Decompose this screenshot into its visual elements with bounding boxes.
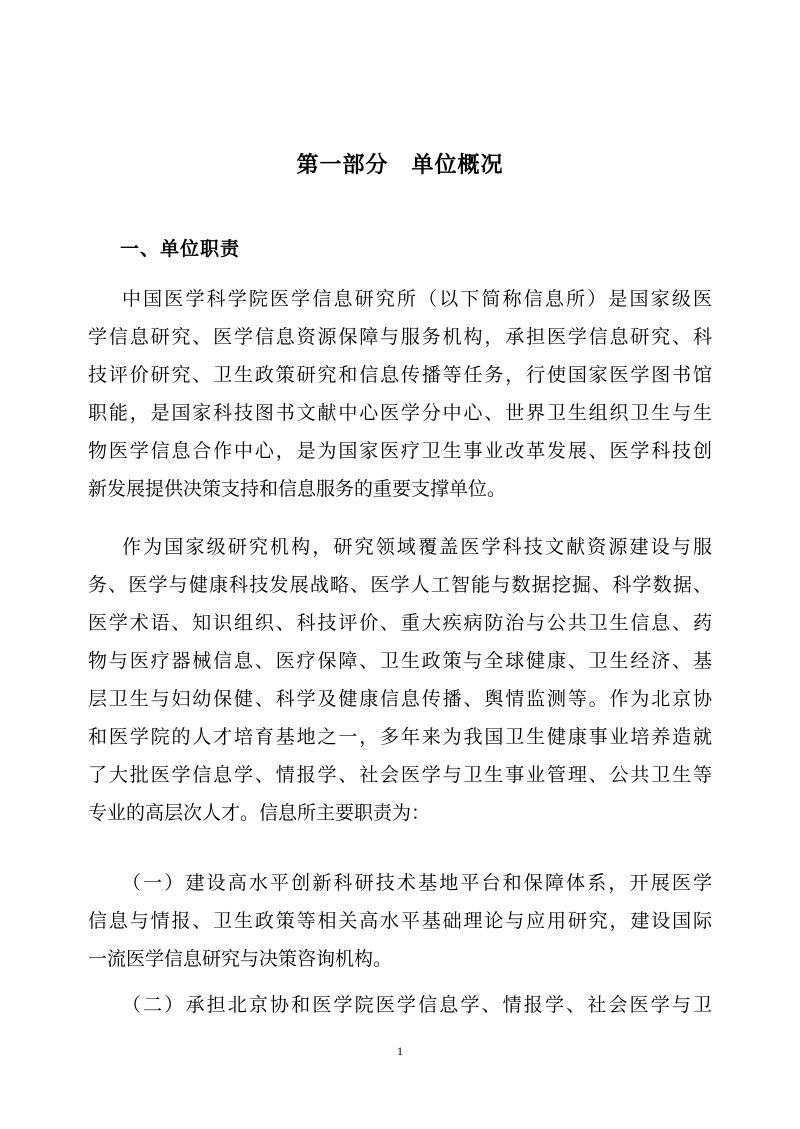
paragraph-4 xyxy=(88,986,712,1024)
paragraph-1 xyxy=(88,280,712,508)
page-number: 1 xyxy=(397,1044,403,1058)
text-line: 物与医疗器械信息、医疗保障、卫生政策与全球健康、卫生经济、基 xyxy=(88,650,712,672)
text-line: 新发展提供决策支持和信息服务的重要支撑单位。 xyxy=(88,478,507,500)
text-line: 物医学信息合作中心，是为国家医疗卫生事业改革发展、医学科技创 xyxy=(88,440,712,462)
text-line: 中国医学科学院医学信息研究所（以下简称信息所）是国家级医 xyxy=(122,288,712,310)
text-line: 务、医学与健康科技发展战略、医学人工智能与数据挖掘、科学数据、 xyxy=(88,574,712,596)
paragraph-3 xyxy=(88,864,712,978)
paragraph-2 xyxy=(88,528,712,832)
text-line: 一流医学信息研究与决策咨询机构。 xyxy=(88,948,393,970)
text-line: 和医学院的人才培育基地之一，多年来为我国卫生健康事业培养造就 xyxy=(88,726,712,748)
text-line: 学信息研究、医学信息资源保障与服务机构，承担医学信息研究、科 xyxy=(88,326,712,348)
text-line: （一）建设高水平创新科研技术基地平台和保障体系，开展医学 xyxy=(122,872,712,894)
text-line: 层卫生与妇幼保健、科学及健康信息传播、舆情监测等。作为北京协 xyxy=(88,688,712,710)
text-line: （二）承担北京协和医学院医学信息学、情报学、社会医学与卫 xyxy=(122,994,712,1016)
text-line: 了大批医学信息学、情报学、社会医学与卫生事业管理、公共卫生等 xyxy=(88,764,712,786)
text-line: 职能，是国家科技图书文献中心医学分中心、世界卫生组织卫生与生 xyxy=(88,402,712,424)
text-line: 专业的高层次人才。信息所主要职责为： xyxy=(88,802,431,824)
text-line: 医学术语、知识组织、科技评价、重大疾病防治与公共卫生信息、药 xyxy=(88,612,712,634)
text-line: 作为国家级研究机构，研究领域覆盖医学科技文献资源建设与服 xyxy=(122,536,712,558)
section-heading: 一、单位职责 xyxy=(120,238,241,260)
text-line: 信息与情报、卫生政策等相关高水平基础理论与应用研究，建设国际 xyxy=(88,910,712,932)
page-title: 第一部分 单位概况 xyxy=(296,153,504,178)
text-line: 技评价研究、卫生政策研究和信息传播等任务，行使国家医学图书馆 xyxy=(88,364,712,386)
